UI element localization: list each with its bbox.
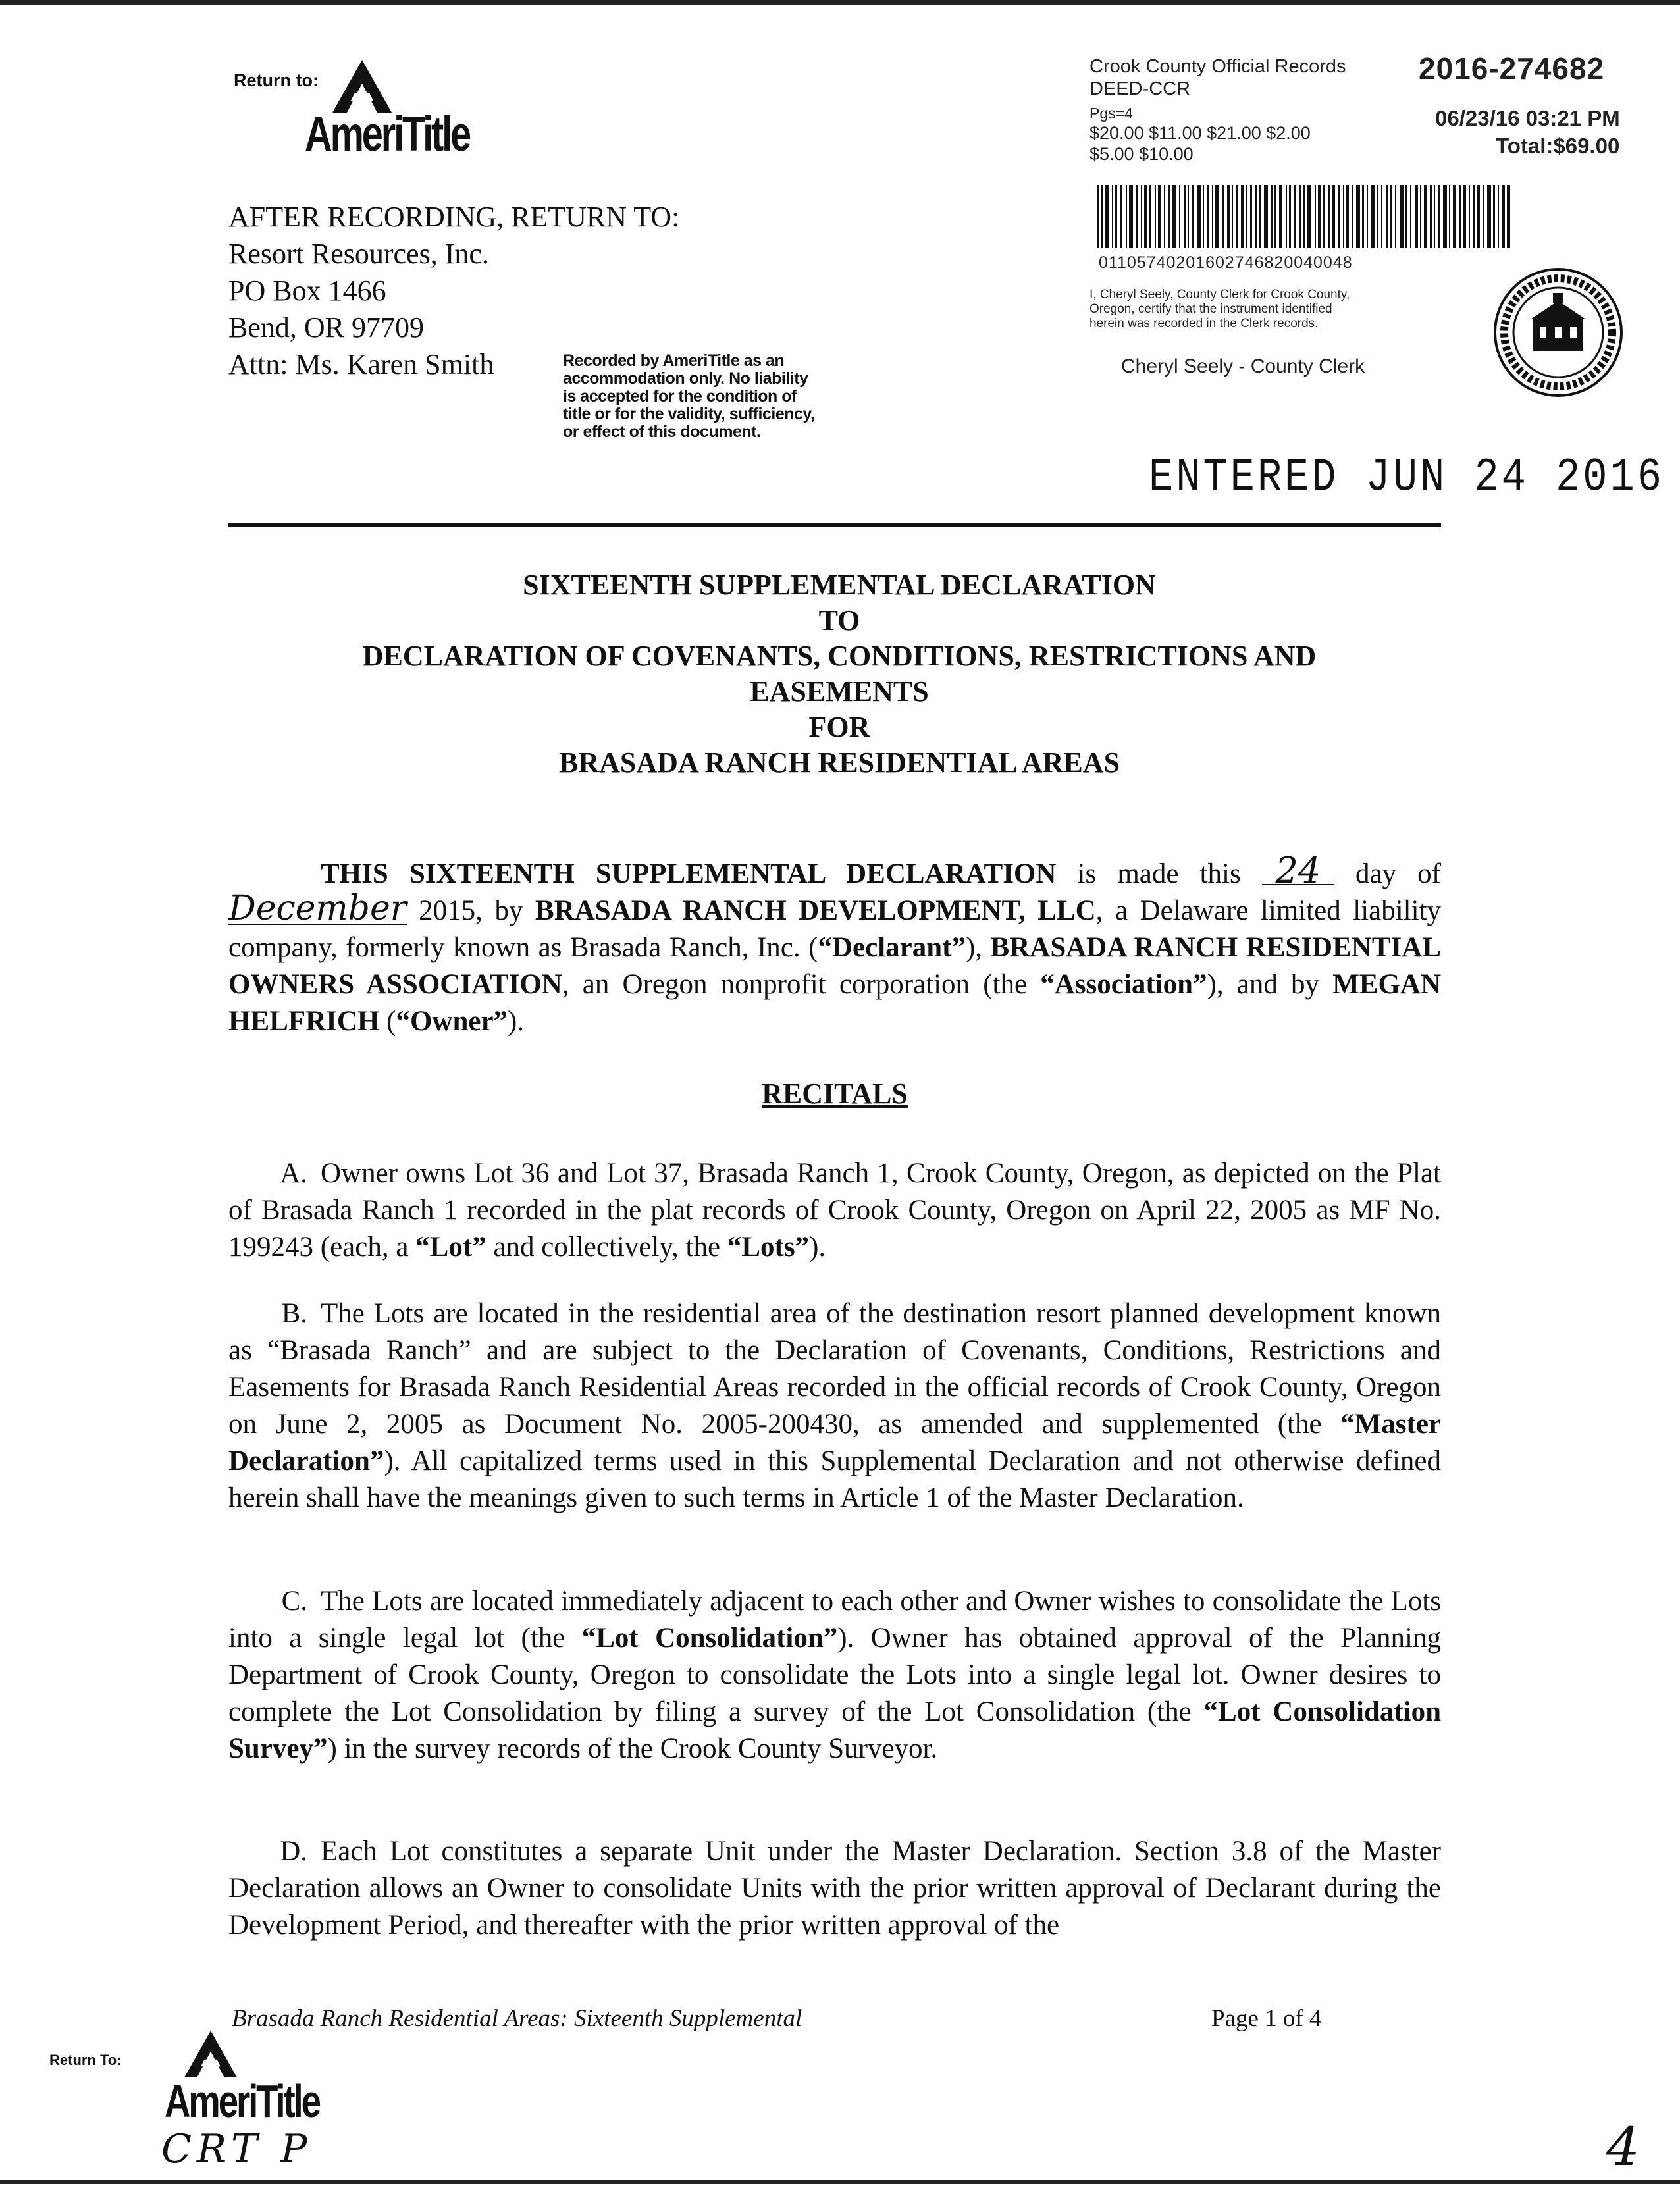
barcode-bar — [1164, 185, 1165, 248]
barcode-bar — [1381, 185, 1382, 248]
intro-text: ), and by — [1207, 969, 1333, 1000]
recital-text: The Lots are located immediately adjacent to each other and Owner wishes to consolidate the Lots into a single legal lot (the — [228, 1586, 1441, 1654]
certification-line: I, Cheryl Seely, County Clerk for Crook County, — [1089, 288, 1350, 301]
handwritten-note: CRT P — [161, 2126, 313, 2172]
header-divider-line — [228, 523, 1441, 527]
barcode-bar — [1241, 185, 1244, 248]
barcode-bar — [1149, 185, 1151, 248]
barcode-bar — [1168, 185, 1170, 248]
intro-text: ). — [508, 1006, 525, 1037]
footer-document-name: Brasada Ranch Residential Areas: Sixteenth Supplemental — [232, 2005, 802, 2032]
footer-page-number: Page 1 of 4 — [1211, 2005, 1322, 2032]
barcode-bar — [1141, 185, 1142, 248]
barcode-bar — [1430, 185, 1432, 248]
bottom-border-line — [0, 2180, 1680, 2184]
barcode-bar — [1120, 185, 1122, 248]
barcode-bar — [1250, 185, 1252, 248]
barcode-bar — [1318, 185, 1321, 248]
barcode-bar — [1338, 185, 1340, 248]
ameriTitle-a-logo-icon — [332, 60, 392, 113]
barcode-bar — [1207, 185, 1209, 248]
address-line: Bend, OR 97709 — [228, 311, 424, 344]
barcode-bar — [1449, 185, 1450, 248]
barcode-bar — [1307, 185, 1311, 248]
barcode-bar — [1155, 185, 1156, 248]
barcode-bar — [1279, 185, 1282, 248]
barcode-bar — [1101, 185, 1103, 248]
defined-term: “Master Declaration” — [228, 1409, 1441, 1476]
handwritten-page-count: 4 — [1606, 2116, 1640, 2177]
certification-line: herein was recorded in the Clerk records. — [1089, 317, 1319, 330]
barcode-bar — [1179, 185, 1180, 248]
declarant-defined-term: “Declarant” — [818, 932, 966, 963]
declaration-name: THIS SIXTEENTH SUPPLEMENTAL DECLARATION — [321, 858, 1057, 889]
ameriTitle-logo-bottom — [49, 2031, 365, 2136]
barcode-bar — [1197, 185, 1201, 248]
county-clerk-name: Cheryl Seely - County Clerk — [1121, 355, 1365, 377]
barcode-bar — [1395, 185, 1396, 248]
disclaimer-line: is accepted for the condition of — [563, 387, 797, 405]
barcode-bar — [1386, 185, 1388, 248]
recital-text: Each Lot constitutes a separate Unit under the Master Declaration. Section 3.8 of the Master Declaration allows an Owner to consolidate Units with the prior written approval of Declarant during the Development Period, and thereafter with the prior written approval of the — [228, 1836, 1441, 1941]
barcode-bar — [1259, 185, 1261, 248]
defined-term: “Lot” — [415, 1232, 486, 1263]
recital-text: The Lots are located in the residential area of the destination resort planned development known as “Brasada Ranch” and are subject to the Declaration of Covenants, Conditions, Restrictions and Easements for Brasada Ranch Residential Areas recorded in the official records of Crook County, Oregon on June 2, 2005 as Document No. 2005-200430, as amended and supplemented (the — [228, 1298, 1441, 1440]
ameriTitle-a-logo-icon — [184, 2031, 237, 2077]
title-line: SIXTEENTH SUPPLEMENTAL DECLARATION — [523, 569, 1156, 601]
barcode-bar — [1188, 185, 1189, 248]
barcode-bar — [1346, 185, 1349, 248]
recital-letter: C. — [281, 1586, 307, 1617]
barcode-bar — [1289, 185, 1291, 248]
association-defined-term: “Association” — [1040, 969, 1207, 1000]
handwritten-day: 24 — [1262, 858, 1334, 885]
barcode-bar — [1236, 185, 1238, 248]
defined-term: “Lot Consolidation Survey” — [228, 1696, 1441, 1764]
intro-text: ( — [379, 1006, 396, 1037]
barcode-bar — [1377, 185, 1378, 248]
fees-line: $20.00 $11.00 $21.00 $2.00 — [1089, 123, 1311, 143]
title-line: EASEMENTS — [750, 675, 929, 708]
intro-paragraph — [228, 850, 1442, 1040]
barcode-bar — [1299, 185, 1301, 248]
barcode-bar — [1438, 185, 1440, 248]
barcode-bar — [1477, 185, 1480, 248]
barcode-bar — [1227, 185, 1230, 248]
barcode-bar — [1487, 185, 1491, 248]
recital-text: ). — [809, 1232, 826, 1263]
barcode-bar — [1097, 185, 1099, 248]
return-to-label: Return to: — [234, 70, 319, 90]
recitals-heading: RECITALS — [762, 1078, 908, 1110]
barcode-bar — [1498, 185, 1499, 248]
barcode-bar — [1172, 185, 1176, 248]
defined-term: “Lots” — [727, 1232, 810, 1263]
recital-c — [228, 1583, 1441, 1767]
barcode-bar — [1286, 185, 1287, 248]
barcode-bar — [1424, 185, 1427, 248]
address-line: PO Box 1466 — [228, 274, 386, 307]
barcode-bar — [1255, 185, 1257, 248]
disclaimer-line: accommodation only. No liability — [563, 369, 808, 388]
document-title — [197, 567, 1481, 781]
barcode-bar — [1502, 185, 1505, 248]
after-recording-heading: AFTER RECORDING, RETURN TO: — [228, 201, 680, 233]
barcode-bar — [1315, 185, 1316, 248]
recording-info-block — [1089, 51, 1629, 398]
barcode-bar — [1343, 185, 1344, 248]
barcode-bar — [1367, 185, 1368, 248]
address-line: Resort Resources, Inc. — [228, 238, 489, 270]
handwritten-month: December — [228, 889, 407, 928]
barcode-bar — [1453, 185, 1456, 248]
association-name: BRASADA RANCH RESIDENTIAL OWNERS ASSOCIATION — [228, 932, 1441, 1000]
barcode-bar — [1274, 185, 1276, 248]
barcode-bar — [1352, 185, 1353, 248]
barcode-bar — [1126, 185, 1127, 248]
barcode-bar — [1136, 185, 1138, 248]
barcode-bar — [1112, 185, 1113, 248]
barcode-bar — [1390, 185, 1392, 248]
barcode-bar — [1192, 185, 1194, 248]
barcode-bar — [1246, 185, 1247, 248]
recital-text: ). Owner has obtained approval of the Planning Department of Crook County, Oregon to consolidate the Lots into a single legal lot. Owner desires to complete the Lot Consolidation by filing a survey of the Lot Consolidation (the — [228, 1623, 1441, 1727]
barcode-bar — [1271, 185, 1273, 248]
ameriTitle-logo-top — [234, 63, 510, 161]
declarant-name: BRASADA RANCH DEVELOPMENT, LLC — [535, 895, 1096, 926]
barcode-bar — [1415, 185, 1418, 248]
intro-text: ), — [965, 932, 991, 963]
barcode-bar — [1328, 185, 1330, 248]
recording-number: 2016-274682 — [1419, 51, 1605, 86]
barcode-bar — [1483, 185, 1484, 248]
barcode-bar — [1371, 185, 1375, 248]
barcode-bar — [1493, 185, 1495, 248]
barcode-bar — [1469, 185, 1470, 248]
barcode-bar — [1158, 185, 1161, 248]
title-line: FOR — [808, 711, 870, 743]
barcode-bar — [1400, 185, 1404, 248]
recording-total: Total:$69.00 — [1496, 134, 1620, 158]
barcode-bar — [1473, 185, 1475, 248]
barcode-bar — [1203, 185, 1204, 248]
barcode-bar — [1105, 185, 1109, 248]
barcode-bar — [1356, 185, 1360, 248]
barcode-number: 01105740201602746820040048 — [1099, 253, 1353, 272]
owner-defined-term: “Owner” — [396, 1006, 508, 1037]
barcode-bar — [1264, 185, 1268, 248]
crook-county-seal-icon — [1492, 267, 1624, 398]
page-count: Pgs=4 — [1089, 105, 1133, 122]
barcode-bar — [1332, 185, 1335, 248]
intro-text: day of — [1334, 858, 1441, 889]
barcode-bar — [1232, 185, 1233, 248]
barcode-bar — [1434, 185, 1435, 248]
barcode-bar — [1222, 185, 1224, 248]
ameriTitle-wordmark: AmeriTitle — [165, 2075, 319, 2127]
barcode-bar — [1212, 185, 1213, 248]
barcode-bar — [1405, 185, 1407, 248]
barcode-bar — [1129, 185, 1133, 248]
barcode-bar — [1443, 185, 1447, 248]
recording-barcode — [1097, 185, 1624, 248]
barcode-bar — [1410, 185, 1411, 248]
clerk-certification — [1089, 288, 1484, 331]
barcode-bar — [1463, 185, 1466, 248]
intro-text: , an Oregon nonprofit corporation (the — [562, 969, 1041, 1000]
recital-letter: D. — [280, 1836, 307, 1867]
barcode-bar — [1184, 185, 1186, 248]
intro-text: , a Delaware limited liability company, formerly known as Brasada Ranch, Inc. ( — [228, 895, 1442, 963]
recital-text: Owner owns Lot 36 and Lot 37, Brasada Ranch 1, Crook County, Oregon, as depicted on the Plat of Brasada Ranch 1 recorded in the plat records of Crook County, Oregon on April 22, 2005 as MF No. 199243 (each, a — [228, 1158, 1441, 1263]
disclaimer-line: or effect of this document. — [563, 423, 761, 441]
recital-text: ). All capitalized terms used in this Supplemental Declaration and not otherwise defined herein shall have the meanings given to such terms in Article 1 of the Master Declaration. — [228, 1446, 1441, 1513]
recording-disclaimer-stamp — [563, 352, 879, 441]
defined-term: “Lot Consolidation” — [581, 1623, 838, 1654]
barcode-bar — [1323, 185, 1325, 248]
barcode-bar — [1144, 185, 1147, 248]
return-to-label: Return To: — [49, 2052, 122, 2068]
barcode-bar — [1115, 185, 1117, 248]
barcode-bar — [1215, 185, 1219, 248]
recital-b — [228, 1295, 1441, 1517]
barcode-bar — [1303, 185, 1305, 248]
recital-text: ) in the survey records of the Crook County Surveyor. — [327, 1733, 938, 1764]
title-line: TO — [818, 604, 860, 637]
intro-text: is made this — [1056, 858, 1262, 889]
barcode-bar — [1294, 185, 1296, 248]
recital-text: and collectively, the — [486, 1232, 727, 1263]
barcode-bar — [1362, 185, 1364, 248]
records-office: Crook County Official Records — [1089, 56, 1346, 77]
certification-line: Oregon, certify that the instrument identified — [1089, 302, 1332, 316]
recital-letter: B. — [281, 1298, 307, 1329]
barcode-bar — [1459, 185, 1461, 248]
recording-datetime: 06/23/16 03:21 PM — [1435, 106, 1620, 130]
recital-a — [228, 1155, 1441, 1266]
disclaimer-line: title or for the validity, sufficiency, — [563, 405, 815, 423]
barcode-bar — [1507, 185, 1510, 248]
title-line: BRASADA RANCH RESIDENTIAL AREAS — [558, 746, 1120, 779]
entered-date-stamp: ENTERED JUN 24 2016 — [1149, 450, 1664, 505]
address-line: Attn: Ms. Karen Smith — [228, 348, 494, 380]
fees-line: $5.00 $10.00 — [1089, 144, 1194, 164]
barcode-bar — [1420, 185, 1421, 248]
title-line: DECLARATION OF COVENANTS, CONDITIONS, RESTRICTIONS AND — [362, 640, 1317, 672]
recital-letter: A. — [280, 1158, 307, 1189]
disclaimer-line: Recorded by AmeriTitle as an — [563, 352, 785, 370]
recital-d — [228, 1833, 1441, 1944]
document-type: DEED-CCR — [1089, 78, 1191, 99]
top-border-line — [0, 0, 1680, 5]
owner-name: MEGAN HELFRICH — [228, 969, 1441, 1037]
ameriTitle-wordmark: AmeriTitle — [305, 107, 470, 161]
intro-text: 2015, by — [406, 895, 536, 926]
